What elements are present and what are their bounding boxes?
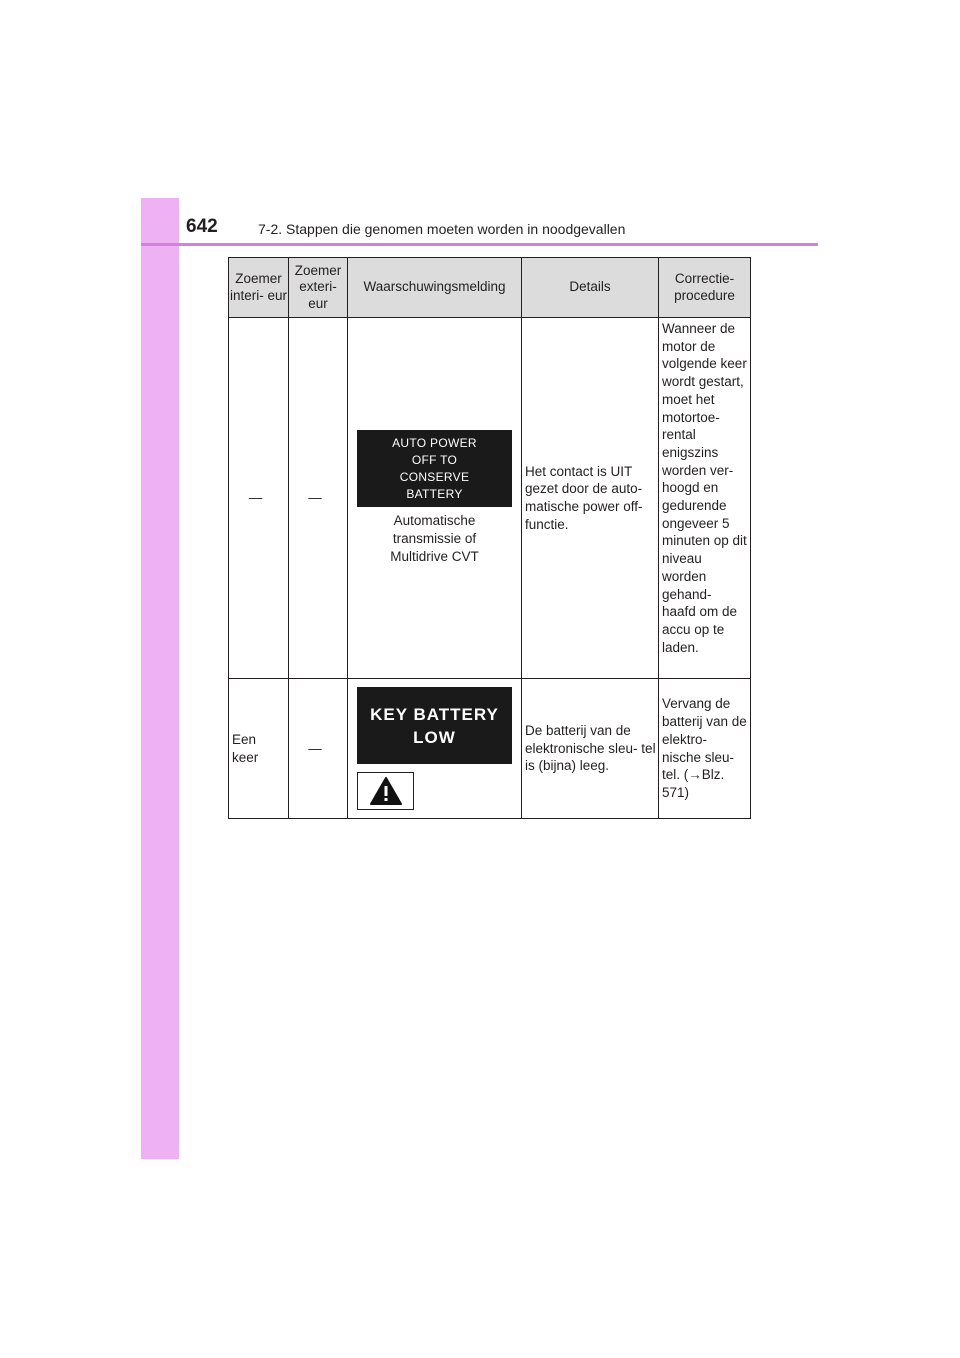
buzzer-exterior-cell: — <box>289 679 348 819</box>
header-warning-message: Waarschuwingsmelding <box>348 258 522 318</box>
warning-triangle-icon <box>357 772 414 810</box>
warning-triangle-svg <box>369 776 403 806</box>
buzzer-exterior-cell: — <box>289 318 348 679</box>
header-buzzer-interior: Zoemer interi- eur <box>229 258 289 318</box>
warning-message-table <box>228 257 751 819</box>
correction-cell: Wanneer de motor de volgende keer wordt gestart, moet het motortoe- rental enigszins worden ver- hoogd en gedurende ongeveer 5 minuten op dit niveau worden gehand- haafd om de accu op te laden. <box>659 318 751 679</box>
header-correction: Correctie- procedure <box>659 258 751 318</box>
page-number: 642 <box>186 216 218 237</box>
warning-message-cell <box>348 679 522 819</box>
key-battery-low-display: KEY BATTERY LOW <box>357 687 512 764</box>
details-cell: De batterij van de elektronische sleu- tel is (bijna) leeg. <box>522 679 659 819</box>
table-row <box>229 679 751 819</box>
table-row <box>229 318 751 679</box>
header-divider <box>141 243 818 246</box>
display-caption: Automatische transmissie of Multidrive CVT <box>390 513 479 564</box>
header-details: Details <box>522 258 659 318</box>
buzzer-interior-cell: Een keer <box>229 679 289 819</box>
header-buzzer-exterior: Zoemer exteri- eur <box>289 258 348 318</box>
warning-message-cell <box>348 318 522 679</box>
buzzer-interior-cell: — <box>229 318 289 679</box>
auto-power-off-display: AUTO POWER OFF TO CONSERVE BATTERY <box>357 430 512 507</box>
details-cell: Het contact is UIT gezet door de auto- matische power off-functie. <box>522 318 659 679</box>
chapter-side-tab <box>141 198 179 1159</box>
section-title: 7-2. Stappen die genomen moeten worden in noodgevallen <box>258 221 626 237</box>
table-header-row <box>229 258 751 318</box>
correction-cell: Vervang de batterij van de elektro- nische sleu- tel. (→Blz. 571) <box>659 679 751 819</box>
